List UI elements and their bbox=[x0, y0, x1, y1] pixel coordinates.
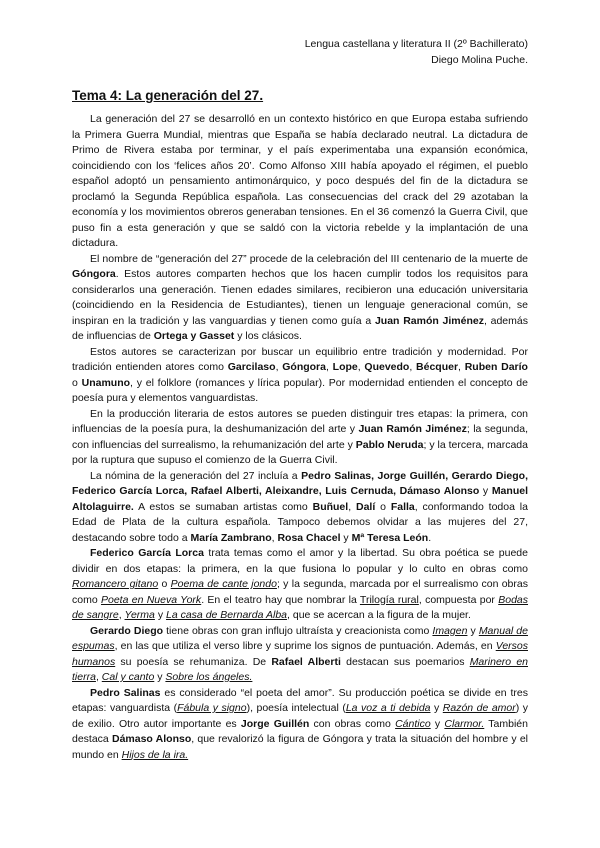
bold-name: Góngora bbox=[72, 268, 116, 280]
page-title: Tema 4: La generación del 27. bbox=[72, 88, 264, 103]
work-title: Cal y canto bbox=[101, 671, 155, 683]
text-run: o bbox=[375, 500, 391, 513]
bold-name: Jorge Guillén bbox=[240, 717, 310, 730]
bold-name: Rosa Chacel bbox=[277, 531, 341, 544]
bold-name: Garcilaso bbox=[227, 361, 276, 373]
bold-name: Juan Ramón Jiménez bbox=[374, 314, 484, 327]
work-title: Poema de cante jondo bbox=[170, 578, 277, 590]
text-run: , bbox=[458, 361, 465, 373]
bold-name: Gerardo Diego bbox=[90, 624, 164, 637]
text-run: con obras como bbox=[309, 717, 396, 730]
text-run: ; la segunda, con influencias del surrealismo, la rehumanización del arte y bbox=[72, 423, 528, 451]
text-run: , que se acercan a la figura de la mujer. bbox=[287, 609, 471, 621]
text-run: trata temas como el amor y la libertad. Su obra poética se puede dividir en dos etapas: la primera, en la que fusiona lo popular y lo culto en obras como bbox=[72, 547, 528, 575]
header-author: Diego Molina Puche. bbox=[431, 54, 528, 66]
text-run: , bbox=[95, 671, 102, 683]
text-run: , además de influencias de bbox=[72, 314, 528, 342]
work-title: Bodas de sangre bbox=[72, 593, 529, 621]
text-run: o bbox=[72, 376, 82, 389]
work-title: Romancero gitano bbox=[72, 578, 159, 590]
bold-name: Unamuno bbox=[81, 376, 131, 389]
work-title: La casa de Bernarda Alba bbox=[166, 609, 288, 621]
bold-name: Bécquer bbox=[416, 361, 459, 373]
text-run: En la producción literaria de estos autores se pueden distinguir tres etapas: la primera, con influencias de la poesía pura, la deshumanización del arte y bbox=[72, 407, 528, 435]
header-course: Lengua castellana y literatura II (2º Bachillerato) bbox=[304, 38, 528, 50]
text-run: , en las que utiliza el verso libre y suprime los signos de puntuación. Además, en bbox=[114, 640, 496, 652]
work-title: Cántico bbox=[395, 717, 431, 730]
text-run: La generación del 27 se desarrolló en un contexto histórico en que Europa estaba sufriendo la Primera Guerra Mundial, mientras que España se había declarado neutral. La dictadura de Primo de Rivera estaba por terminar, y el país experimentaba una expansión económica, coincidiendo con los ‘felices años 20’. Como Alfonso XIII había apoyado el régimen, el pueblo español adoptó un pensamiento antimonárquico, y poco después del fin de la dictadura se proclamó la Segunda República española. Las consecuencias del crack del 29 azotaban la economía y los movimientos obreros generaban tensiones. En el 36 comenzó la Guerra Civil, que puso fin a esta generación y que se saldó con la victoria rebelde y la implantación de una dictadura. bbox=[72, 113, 528, 249]
bold-name: Federico García Lorca bbox=[90, 547, 204, 559]
text-run: su poesía se rehumaniza. De bbox=[115, 655, 272, 668]
bold-name: Pablo Neruda bbox=[355, 438, 424, 451]
work-title: Razón de amor bbox=[442, 702, 516, 714]
paragraph bbox=[72, 345, 528, 407]
text-run: , conformando todoa la Edad de Plata de la cultura española. Tampoco debemos olvidar a las mujeres del 27, destacando sobre todo a bbox=[72, 500, 528, 544]
paragraph bbox=[72, 469, 528, 547]
text-run: y bbox=[154, 609, 166, 621]
text-run: . En el teatro hay que nombrar la bbox=[201, 593, 360, 606]
text-run: , bbox=[271, 531, 278, 544]
bold-name: Falla bbox=[390, 500, 415, 513]
work-title: Poeta en Nueva York bbox=[100, 593, 202, 606]
work-title: La voz a ti debida bbox=[345, 702, 431, 714]
text-run: ), poesía intelectual ( bbox=[246, 702, 346, 714]
paragraph bbox=[72, 112, 528, 252]
bold-name: Rafael Alberti bbox=[271, 655, 341, 668]
work-title: Yerma bbox=[124, 609, 155, 621]
text-run: , bbox=[409, 361, 417, 373]
work-title: Clarmor. bbox=[444, 717, 485, 730]
text-run: y bbox=[479, 485, 492, 497]
text-run: y bbox=[340, 531, 352, 544]
text-run: . Estos autores comparten hechos que los hacen cumplir todos los requisitos para considerarlos una generación. Tienen edades similares, recibieron una educación universitaria (coincidiendo en la Residencia de Estudiantes), tienen un lenguaje generacional común, se inspiran en la tradición y las vanguardias y tienen como guía a bbox=[72, 268, 528, 327]
text-run: tiene obras con gran influjo ultraísta y creacionista como bbox=[163, 624, 433, 637]
text-run: También destaca bbox=[72, 717, 528, 745]
text-run: ; y la tercera, marcada por la ruptura que supuso el comienzo de la Guerra Civil. bbox=[72, 438, 528, 466]
text-run: es considerado “el poeta del amor”. Su producción poética se divide en tres etapas: vanguardista ( bbox=[72, 686, 528, 714]
text-run: destacan sus poemarios bbox=[340, 655, 470, 668]
bold-name: Quevedo bbox=[364, 361, 410, 373]
text-run: , que revalorizó la figura de Góngora y trata la situación del hombre y el mundo en bbox=[72, 733, 528, 761]
text-run: o bbox=[158, 578, 171, 590]
bold-name: Ortega y Gasset bbox=[153, 330, 235, 342]
bold-name: Manuel Altolaguirre. bbox=[72, 485, 528, 513]
work-title: Sobre los ángeles. bbox=[165, 671, 253, 683]
document-body bbox=[72, 112, 528, 763]
bold-name: Lope bbox=[332, 361, 358, 373]
text-run: , bbox=[325, 361, 333, 373]
bold-name: Góngora bbox=[282, 361, 326, 373]
work-title: Manual de espumas bbox=[72, 624, 528, 652]
bold-name: Dalí bbox=[355, 500, 376, 513]
bold-name: María Zambrano bbox=[190, 531, 272, 544]
document-header bbox=[305, 36, 528, 68]
paragraph bbox=[72, 546, 528, 624]
text-run: , compuesta por bbox=[418, 593, 499, 606]
bold-name: Mª Teresa León bbox=[351, 531, 429, 544]
text-run: , bbox=[357, 361, 365, 373]
paragraph bbox=[72, 686, 528, 764]
text-run: . bbox=[428, 531, 432, 544]
bold-name: Buñuel bbox=[312, 500, 349, 513]
work-title: Versos humanos bbox=[72, 640, 528, 668]
text-run: A estos se sumaban artistas como bbox=[133, 500, 313, 513]
work-title: Hijos de la ira. bbox=[121, 748, 189, 761]
text-run: ) y de exilio. Otro autor importante es bbox=[72, 702, 529, 730]
text-run: La nómina de la generación del 27 incluía a bbox=[90, 469, 302, 482]
text-run: , bbox=[275, 361, 283, 373]
text-run: El nombre de “generación del 27” procede de la celebración del III centenario de la muerte de bbox=[90, 252, 528, 265]
text-run: , bbox=[348, 500, 356, 513]
bold-name: Pedro Salinas bbox=[90, 686, 161, 699]
text-run: , y el folklore (romances y lírica popular). Por modernidad entienden el concepto de poesía pura y elementos vanguardistas. bbox=[72, 376, 528, 404]
text-run: ; y la segunda, marcada por el surrealismo con obras como bbox=[72, 578, 528, 606]
bold-name: Pedro Salinas, Jorge Guillén, Gerardo Diego, Federico García Lorca, Rafael Alberti, Aleixandre, Luis Cernuda, Dámaso Alonso bbox=[72, 469, 528, 497]
text-run: y bbox=[430, 702, 443, 714]
text-run: y bbox=[430, 717, 445, 730]
work-title: Marinero en tierra bbox=[72, 655, 528, 683]
bold-name: Ruben Darío bbox=[464, 361, 528, 373]
work-title: Trilogía rural bbox=[359, 593, 419, 606]
bold-name: Dámaso Alonso bbox=[111, 733, 192, 745]
text-run: y bbox=[467, 624, 479, 637]
work-title: Imagen bbox=[432, 624, 468, 637]
text-run: Estos autores se caracterizan por buscar un equilibrio entre tradición y modernidad. Por tradición entienden atores como bbox=[72, 345, 528, 373]
paragraph bbox=[72, 252, 528, 345]
text-run: y los clásicos. bbox=[234, 330, 302, 342]
work-title: Fábula y signo bbox=[177, 702, 247, 714]
paragraph bbox=[72, 624, 528, 686]
text-run: , bbox=[118, 609, 125, 621]
paragraph bbox=[72, 407, 528, 469]
bold-name: Juan Ramón Jiménez bbox=[358, 423, 467, 435]
text-run: y bbox=[154, 671, 166, 683]
